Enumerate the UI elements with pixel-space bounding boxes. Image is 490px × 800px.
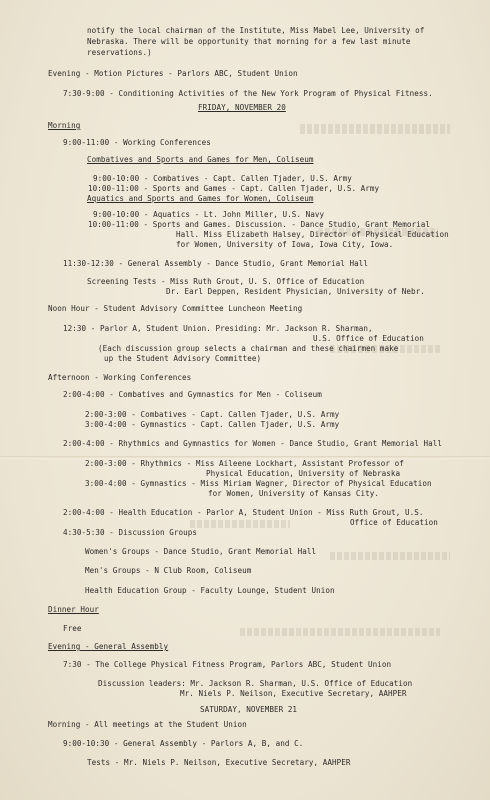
- section-heading: Evening - Motion Pictures - Parlors ABC, Student Union: [48, 69, 298, 78]
- text-line: Tests - Mr. Niels P. Neilson, Executive Secretary, AAHPER: [87, 758, 351, 767]
- text-line: 10:00-11:00 - Sports and Games - Capt. Callen Tjader, U.S. Army: [88, 184, 380, 193]
- text-line: Screening Tests - Miss Ruth Grout, U. S. Office of Education: [87, 277, 365, 286]
- section-heading: Evening - General Assembly: [48, 642, 169, 651]
- text-line: 3:00-4:00 - Gymnastics - Capt. Callen Tjader, U.S. Army: [85, 420, 340, 429]
- text-line: 10:00-11:00 - Sports and Games. Discussion. - Dance Studio, Grant Memorial: [88, 220, 431, 229]
- text-line: 7:30-9:00 - Conditioning Activities of the New York Program of Physical Fitness.: [63, 89, 433, 98]
- text-line: 2:00-4:00 - Combatives and Gymnastics for Men - Coliseum: [63, 390, 322, 399]
- text-line: (Each discussion group selects a chairman and these chairmen make: [98, 344, 399, 353]
- section-heading: Dinner Hour: [48, 605, 99, 614]
- subheading: Combatives and Sports and Games for Men, Coliseum: [87, 155, 314, 164]
- text-line: 2:00-4:00 - Health Education - Parlor A, Student Union - Miss Ruth Grout, U.S.: [63, 508, 424, 517]
- text-line: Nebraska. There will be opportunity that morning for a few last minute: [87, 37, 411, 46]
- text-line: up the Student Advisory Committee): [104, 354, 262, 363]
- text-line: 4:30-5:30 - Discussion Groups: [63, 528, 198, 537]
- bleed-through: [300, 124, 450, 134]
- text-line: Hall. Miss Elizabeth Halsey, Director of Physical Education: [176, 230, 449, 239]
- text-line: 11:30-12:30 - General Assembly - Dance Studio, Grant Memorial Hall: [63, 259, 369, 268]
- text-line: Health Education Group - Faculty Lounge, Student Union: [85, 586, 335, 595]
- section-heading: Morning: [48, 121, 81, 130]
- day-heading: FRIDAY, NOVEMBER 20: [198, 103, 286, 112]
- subheading: Aquatics and Sports and Games for Women, Coliseum: [87, 194, 314, 203]
- text-line: 9:00-11:00 - Working Conferences: [63, 138, 211, 147]
- text-line: Physical Education, University of Nebraska: [206, 469, 401, 478]
- text-line: Mr. Niels P. Neilson, Executive Secretary, AAHPER: [180, 689, 407, 698]
- text-line: notify the local chairman of the Institute, Miss Mabel Lee, University of: [87, 26, 425, 35]
- bleed-through: [330, 552, 450, 560]
- text-line: Men's Groups - N Club Room, Coliseum: [85, 566, 252, 575]
- text-line: 2:00-4:00 - Rhythmics and Gymnastics for Women - Dance Studio, Grant Memorial Hall: [63, 439, 442, 448]
- text-line: 12:30 - Parlor A, Student Union. Presiding: Mr. Jackson R. Sharman,: [63, 324, 373, 333]
- text-line: Free: [63, 624, 82, 633]
- section-heading: Afternoon - Working Conferences: [48, 373, 192, 382]
- section-heading: Noon Hour - Student Advisory Committee Luncheon Meeting: [48, 304, 303, 313]
- text-line: for Women, University of Kansas City.: [208, 489, 380, 498]
- text-line: Women's Groups - Dance Studio, Grant Memorial Hall: [85, 547, 317, 556]
- bleed-through: [190, 520, 290, 528]
- text-line: Dr. Earl Deppen, Resident Physician, University of Nebr.: [166, 287, 425, 296]
- text-line: reservations.): [87, 48, 152, 57]
- bleed-through: [240, 628, 440, 636]
- text-line: Office of Education: [350, 518, 438, 527]
- day-heading: SATURDAY, NOVEMBER 21: [200, 705, 298, 714]
- text-line: 3:00-4:00 - Gymnastics - Miss Miriam Wagner, Director of Physical Education: [85, 479, 432, 488]
- text-line: 2:00-3:00 - Combatives - Capt. Callen Tjader, U.S. Army: [85, 410, 340, 419]
- text-line: 7:30 - The College Physical Fitness Program, Parlors ABC, Student Union: [63, 660, 392, 669]
- text-line: for Women, University of Iowa, Iowa City, Iowa.: [176, 240, 394, 249]
- text-line: Discussion leaders: Mr. Jackson R. Sharman, U.S. Office of Education: [98, 679, 413, 688]
- section-heading: Morning - All meetings at the Student Union: [48, 720, 247, 729]
- text-line: 9:00-10:30 - General Assembly - Parlors A, B, and C.: [63, 739, 304, 748]
- text-line: 2:00-3:00 - Rhythmics - Miss Aileene Lockhart, Assistant Professor of: [85, 459, 404, 468]
- text-line: U.S. Office of Education: [313, 334, 424, 343]
- text-line: 9:00-10:00 - Aquatics - Lt. John Miller, U.S. Navy: [93, 210, 325, 219]
- text-line: 9:00-10:00 - Combatives - Capt. Callen Tjader, U.S. Army: [93, 174, 352, 183]
